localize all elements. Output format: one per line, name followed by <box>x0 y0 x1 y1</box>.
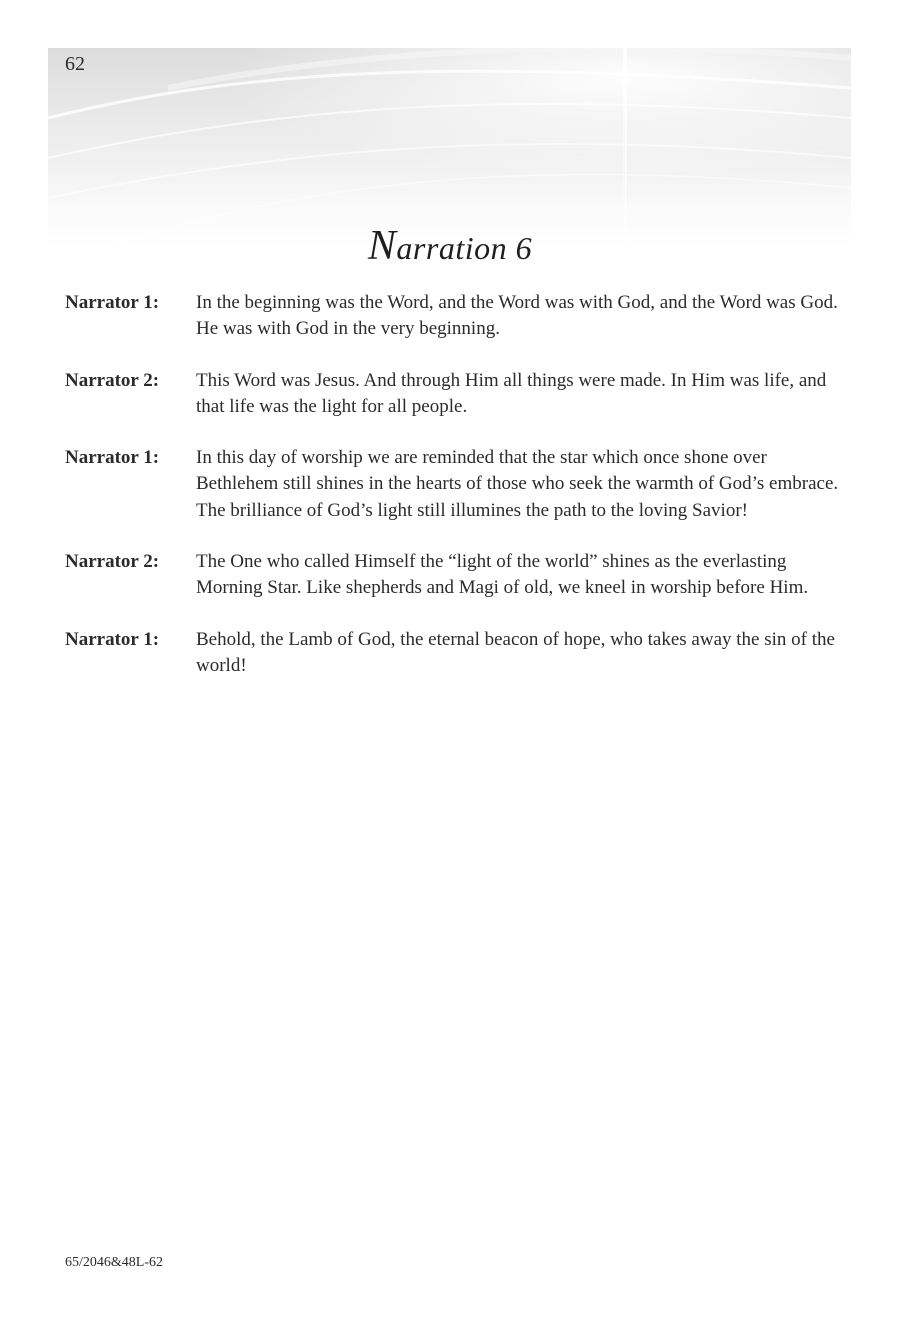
speech-text: This Word was Jesus. And through Him all things were made. In Him was life, and that life was the light for all people. <box>196 369 827 417</box>
narration-entry <box>65 549 840 602</box>
title-initial: N <box>367 223 397 269</box>
speaker-label: Narrator 1: <box>65 447 160 469</box>
footer-catalog-code: 65/2046&48L-62 <box>65 1255 163 1270</box>
light-rays-decoration <box>48 48 851 248</box>
speaker-label: Narrator 1: <box>65 628 160 650</box>
speech-text: Behold, the Lamb of God, the eternal beacon of hope, who takes away the sin of the world! <box>196 628 835 676</box>
speech-text: In this day of worship we are reminded that the star which once shone over Bethlehem still shines in the hearts of those who seek the warmth of God’s embrace. The brilliance of God’s light still illumines the path to the loving Savior! <box>196 447 839 521</box>
page-number: 62 <box>65 53 85 75</box>
narration-entry <box>65 627 840 680</box>
header-decorative-band <box>48 48 851 248</box>
narration-script <box>65 290 840 704</box>
title-rest: arration 6 <box>396 230 533 266</box>
speaker-label: Narrator 2: <box>65 369 160 391</box>
speech-text: In the beginning was the Word, and the Word was with God, and the Word was God. He was with God in the very beginning. <box>196 292 838 340</box>
speaker-label: Narrator 1: <box>65 292 160 313</box>
speech-text: The One who called Himself the “light of the world” shines as the everlasting Morning Star. Like shepherds and Magi of old, we kneel in worship before Him. <box>196 551 809 599</box>
narration-entry <box>65 445 840 524</box>
narration-entry <box>65 368 840 421</box>
speaker-label: Narrator 2: <box>65 551 160 573</box>
narration-entry <box>65 290 840 343</box>
page-title <box>0 222 900 270</box>
